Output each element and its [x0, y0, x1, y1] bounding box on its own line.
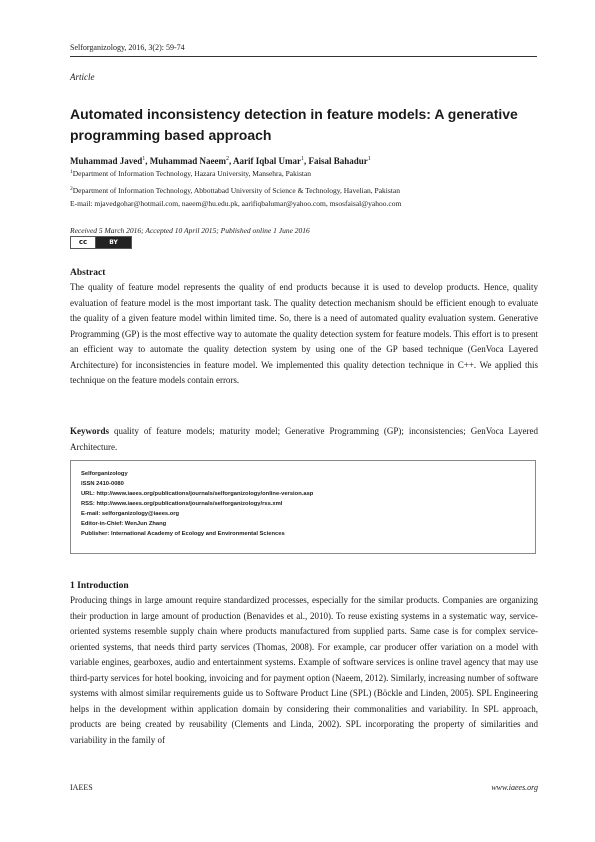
info-editor: Editor-in-Chief: WenJun Zhang [81, 521, 167, 527]
info-rss[interactable]: RSS: http://www.iaees.org/publications/journals/selforganizology/rss.xml [81, 501, 283, 507]
affiliation [70, 186, 540, 195]
keywords-text: quality of feature models; maturity model; Generative Programming (GP); inconsistencies; GenVoca Layered Architecture. [70, 426, 538, 452]
abstract-text: The quality of feature model represents the quality of end products because it is used to develop products. Hence, quality evaluation of feature model is the most important task. The quality detection mechanism should be efficient enough to evaluate the quality of a given feature model within limited time. So, there is a need of automated quality evaluation system. Generative Programming (GP) is the most effective way to automate the quality detection system for feature models. This effort is to present an efficient way to automate the quality detection system by using one of the GP based technique (GenVoca Layered Architecture) for inconsistencies in feature model. We implemented this quality detection technique in C++. We applied this technique on the feature models contain errors. [70, 282, 538, 385]
affiliation-number: 2 [70, 186, 73, 192]
header-rule [70, 56, 537, 57]
received-dates: Received 5 March 2016; Accepted 10 April 2015; Published online 1 June 2016 [70, 226, 310, 235]
cc-icon: cc [71, 237, 96, 248]
cc-license-badge[interactable] [70, 236, 132, 249]
info-journal-name: Selforganizology [81, 471, 128, 477]
author-affiliation-marker: 1 [301, 156, 305, 162]
introduction-heading: 1 Introduction [70, 581, 129, 591]
email-line: E-mail: mjavedgohar@hotmail.com, naeem@hu.edu.pk, aarifiqbalumar@yahoo.com, msosfaisal@yahoo.com [70, 199, 402, 208]
journal-citation: Selforganizology, 2016, 3(2): 59-74 [70, 43, 185, 52]
article-type: Article [70, 72, 95, 82]
affiliation-number: 1 [70, 169, 73, 175]
footer-website[interactable]: www.iaees.org [491, 783, 538, 792]
author-name: Muhammad Naeem [149, 156, 227, 166]
info-publisher: Publisher: International Academy of Ecology and Environmental Sciences [81, 531, 285, 537]
introduction-text: Producing things in large amount require standardized processes, especially for the similar products. Companies are organizing their production in large amount of production (Benavides et al., 2010). To reuse existing systems in a systematic way, service-oriented systems resemble supply chain where products manufactured from supplied parts. Same case is for complex service-oriented systems, that needs third party services (Thomas, 2008). For example, car producer offer variation on a model with variable engines, gearboxes, audio and entertainment systems. Example of software services is online travel agency that may use third-party services for hotel booking, invoicing and for payment option (Naeem, 2012). Similarly, increasing number of software systems with almost similar requirements guide us to Software Product Line (SPL) (Böckle and Linden, 2005). SPL Engineering helps in the development within application domain by considering their commonalities and variability. In SPL approach, products are being created by reusability (Clements and Linda, 2002). SPL incorporating the property of similarities and variability in the family of [70, 595, 538, 745]
paper-title: Automated inconsistency detection in feature models: A generative programming based approach [70, 106, 518, 143]
keywords-paragraph [70, 424, 538, 455]
footer-publisher: IAEES [70, 783, 93, 792]
info-issn: ISSN 2410-0080 [81, 481, 124, 487]
author-affiliation-marker: 1 [142, 156, 146, 162]
info-url[interactable]: URL: http://www.iaees.org/publications/journals/selforganizology/online-version.asp [81, 491, 314, 497]
affiliation [70, 169, 540, 178]
keywords-label: Keywords [70, 426, 109, 436]
author-name: Muhammad Javed [70, 156, 143, 166]
author-name: Faisal Bahadur [308, 156, 368, 166]
author-list: Muhammad Javed$^1$, Muhammad Naeem$^2$, Aarif Iqbal Umar$^1$, Faisal Bahadur$^1$ [70, 156, 371, 166]
author-affiliation-marker: 2 [226, 156, 230, 162]
journal-info-box [70, 460, 536, 554]
abstract-heading: Abstract [70, 268, 106, 278]
affiliation-text: Department of Information Technology, Abbottabad University of Science & Technology, Havelian, Pakistan [72, 186, 400, 195]
info-email[interactable]: E-mail: selforganizology@iaees.org [81, 511, 180, 517]
author-affiliation-marker: 1 [367, 156, 371, 162]
by-icon: BY [96, 237, 131, 248]
author-name: Aarif Iqbal Umar [233, 156, 302, 166]
affiliation-text: Department of Information Technology, Hazara University, Mansehra, Pakistan [72, 169, 312, 178]
